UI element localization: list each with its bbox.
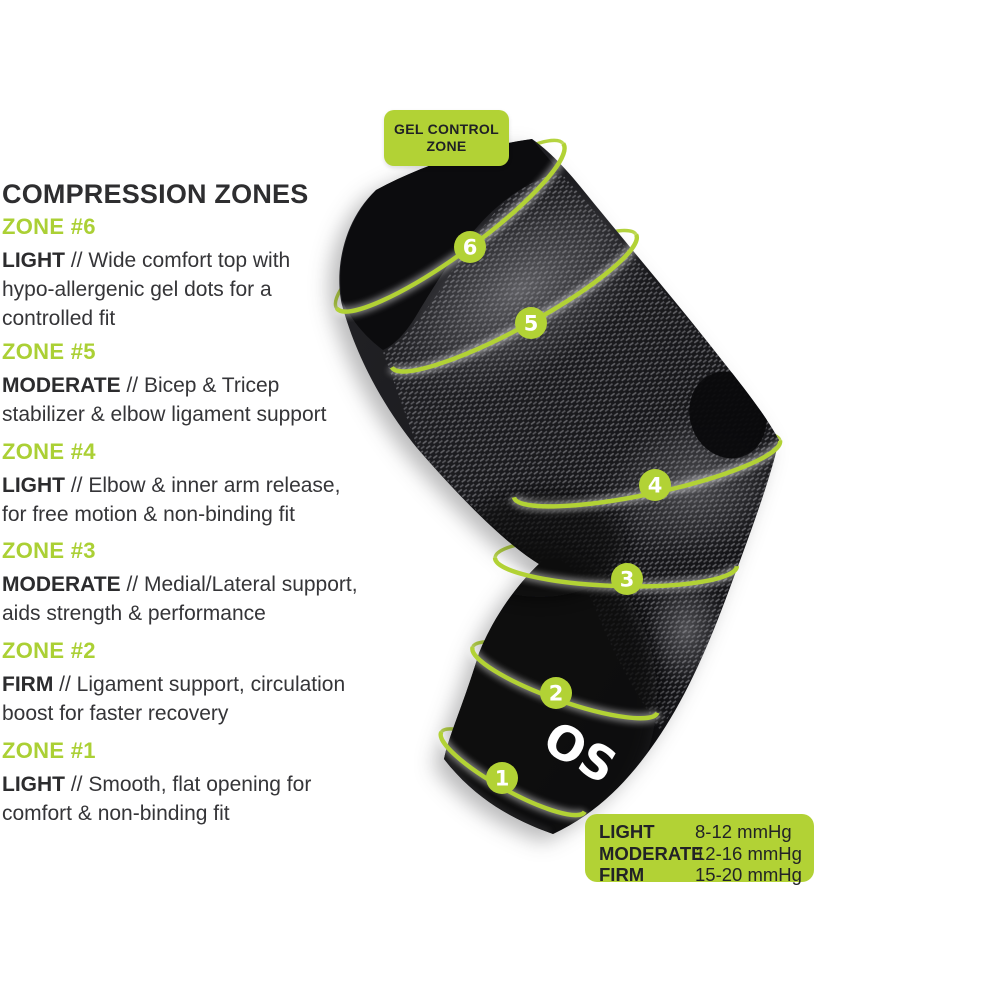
zone-5-description <box>2 371 482 429</box>
legend-firm-value: 15-20 mmHg <box>695 864 802 885</box>
legend-light-label: LIGHT <box>599 821 655 842</box>
zone-5-header: ZONE #5 <box>2 339 96 364</box>
zone-1-intensity: LIGHT <box>2 773 65 796</box>
zone-3-text: // Medial/Lateral support, <box>120 573 358 596</box>
legend-row-firm <box>599 864 814 886</box>
zone-5-text-line2: stabilizer & elbow ligament support <box>2 403 327 426</box>
zone-6-text: // Wide comfort top with <box>65 249 291 272</box>
zone-2-intensity: FIRM <box>2 673 54 696</box>
zone-6-text-line3: controlled fit <box>2 307 116 330</box>
zone-badge-2 <box>540 677 572 709</box>
legend-row-moderate <box>599 843 814 865</box>
svg-text:3: 3 <box>619 567 635 592</box>
svg-text:5: 5 <box>523 311 539 336</box>
svg-text:6: 6 <box>462 235 478 260</box>
zone-1-text-line2: comfort & non-binding fit <box>2 802 230 825</box>
zone-6-section <box>2 215 482 333</box>
gel-badge-line2: ZONE <box>426 138 467 154</box>
zone-3-section <box>2 539 482 628</box>
zone-badge-4 <box>639 469 671 501</box>
zone-6-header: ZONE #6 <box>2 214 96 239</box>
legend-moderate-value: 12-16 mmHg <box>695 842 802 864</box>
svg-text:4: 4 <box>647 473 663 498</box>
legend-moderate-label: MODERATE <box>599 842 704 864</box>
zone-4-description <box>2 471 482 529</box>
zone-4-intensity: LIGHT <box>2 474 65 497</box>
zone-5-section <box>2 340 482 429</box>
zone-2-header: ZONE #2 <box>2 638 96 663</box>
legend-light-value: 8-12 mmHg <box>695 821 792 842</box>
zone-3-description <box>2 570 482 628</box>
zone-3-text-line2: aids strength & performance <box>2 602 266 625</box>
zone-1-text: // Smooth, flat opening for <box>65 773 312 796</box>
os-logo: OS <box>534 710 626 796</box>
gel-badge-line1: GEL CONTROL <box>394 121 499 137</box>
svg-text:1: 1 <box>494 766 510 791</box>
zone-5-intensity: MODERATE <box>2 374 121 397</box>
page-title: COMPRESSION ZONES <box>2 179 309 209</box>
zone-badge-3 <box>611 563 643 595</box>
zone-5-text: // Bicep & Tricep <box>120 374 280 397</box>
zone-badge-1 <box>486 762 518 794</box>
zone-6-description <box>2 246 482 333</box>
zone-1-section <box>2 739 482 828</box>
zone-2-description <box>2 670 482 728</box>
zone-4-header: ZONE #4 <box>2 439 96 464</box>
zone-4-text-line2: for free motion & non-binding fit <box>2 503 295 526</box>
zone-2-section <box>2 639 482 728</box>
zone-1-header: ZONE #1 <box>2 738 96 763</box>
pressure-legend <box>585 814 814 885</box>
zone-6-text-line2: hypo-allergenic gel dots for a <box>2 278 272 301</box>
legend-row-light <box>599 821 814 843</box>
zone-2-text: // Ligament support, circulation <box>53 673 346 696</box>
zone-3-intensity: MODERATE <box>2 573 121 596</box>
zone-1-description <box>2 770 482 828</box>
legend-firm-label: FIRM <box>599 864 645 885</box>
zone-4-section <box>2 440 482 529</box>
svg-text:2: 2 <box>548 681 564 706</box>
gel-control-zone-badge <box>384 110 509 166</box>
zone-4-text: // Elbow & inner arm release, <box>65 474 341 497</box>
zone-2-text-line2: boost for faster recovery <box>2 702 229 725</box>
zone-badge-5 <box>515 307 547 339</box>
zone-6-intensity: LIGHT <box>2 249 65 272</box>
zone-3-header: ZONE #3 <box>2 538 96 563</box>
